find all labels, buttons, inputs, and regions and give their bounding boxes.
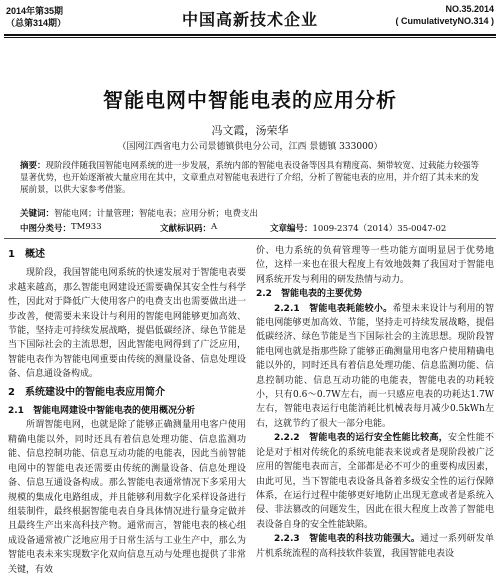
- journal-header: [0, 4, 500, 56]
- section-heading-overview: 1 概述: [8, 249, 45, 260]
- keywords: [20, 208, 480, 220]
- abstract-separator: [4, 238, 496, 239]
- advantage-2-label: 2.2.2 智能电表的运行安全性能比较高，: [274, 433, 448, 444]
- system-paragraph: 所谓智能电网，也就是除了能够正确测量用电客户使用精确电能以外，同时还具有着信息处理功能、信息监测功能、信息控制功能、信息互动功能的电能表，因此当前智能电网中的智能电表还需要由传统的测量设备、信息处理设备、信息互通设备构成。那么智能电表通常情况下多采用大规模的集成化电路组成，并且能够利用数字化采样设备进行组装制件，最终根据智能电表自身具体情况进行量身定做并且最终生产出来高科技产物。通常而言，智能电表的核心组成设备通常被广泛地应用于日常生活与工业生产中，那么为智能电表未来实现数字化双向信息互动与处理也提供了非常关键，有效: [8, 420, 246, 575]
- subsection-heading-2-2: 2.2 智能电表的主要优势: [256, 289, 362, 300]
- cumulative-number-en: ( CumulativetyNO.314 ): [395, 16, 494, 26]
- advantage-paragraph-3: [256, 532, 494, 561]
- doc-code-label: 文献标识码：: [160, 224, 212, 234]
- abstract-label: 摘要：: [20, 161, 46, 171]
- section-heading-system: 2 系统建设中的智能电表应用简介: [8, 386, 165, 398]
- clc-label: 中图分类号：: [20, 224, 72, 234]
- right-column: [256, 244, 494, 561]
- article-id-value: 1009-2374（2014）35-0047-02: [312, 224, 447, 234]
- journal-masthead: 中国高新技术企业: [181, 10, 318, 29]
- cumulative-issue-label: （总第314期）: [6, 18, 67, 28]
- left-column: [8, 244, 246, 577]
- advantage-paragraph-2: [256, 431, 494, 532]
- classification-line: [20, 222, 480, 234]
- keywords-text: 智能电网；计量管理；智能电表；应用分析；电费支出: [54, 209, 259, 219]
- advantage-1-text: 希望未来设计与利用的智能电网能够更加高效、节能，坚持走可持续发展战略，提倡低碳经济、绿色节能是当下国际社会的主流思想。现阶段智能电网也就是指那些除了能够正确测量用电客户使用精确电能以外的，同时还具有着信息处理功能、信息监测功能、信息控制功能、信息互动功能的电能表，智能电表的功耗较小，只有0.6～0.7W左右，而一只感应电表的功耗达1.7W左右，智能电表运行电能消耗比机械表每月减少0.5kWh左右，这就节约了很大一部分电能。: [256, 303, 494, 429]
- abstract-text: 现阶段伴随我国智能电网系统的进一步发展，系统内部的智能电表设备等因具有精度高、频带较宽、过载能力较强等显著优势，也开始逐渐被大量应用在其中，文章重点对智能电表进行了介绍，分析了智能电表的应用，并介绍了其未来的发展前景，以供大家参考借鉴。: [20, 161, 480, 195]
- advantage-paragraph-1: [256, 302, 494, 432]
- author-affiliation: （国网江西省电力公司景德镇供电分公司，江西 景德镇 333000）: [117, 142, 383, 152]
- advantage-3-label: 2.2.3 智能电表的科技功能强大。: [274, 534, 421, 545]
- article-authors: 冯文霞，汤荣华: [211, 124, 289, 137]
- article-title: 智能电网中智能电表的应用分析: [103, 88, 397, 112]
- advantage-3-text: 通过一系列研发单片机系统流程的高科技软件装置，我国智能电表设: [256, 534, 494, 559]
- clc-value: TM933: [71, 222, 102, 232]
- header-rule-thin: [4, 37, 496, 38]
- doc-code-value: A: [211, 222, 218, 232]
- overview-paragraph: 现阶段，我国智能电网系统的快速发展对于智能电表要求越来越高，那么智能电网建设还需要确保其安全性与科学性，因此对于降低广大使用客户的电费支出也需要做出进一步改善，便需要未来设计与利用的智能电网能够更加高效、节能，坚持走可持续发展战略，提倡低碳经济、绿色节能是当下国际社会的主流思想，因此智能电网得到了广泛应用，智能电表作为智能电网重要由传统的测量设备、信息处理设备、信息通设备构成。: [8, 268, 246, 380]
- keywords-label: 关键词：: [20, 209, 55, 219]
- issue-number-en: NO.35.2014: [445, 4, 494, 14]
- issue-label: 2014年第35期: [6, 6, 64, 16]
- header-rule-thick: [4, 34, 496, 36]
- continued-paragraph: 价、电力系统的负荷管理等一些功能方面明显居于优势地位，这样一来也在很大程度上有效地鼓舞了我国对于智能电网系统开发与利用的研发热情与动力。: [256, 246, 494, 285]
- abstract: [20, 160, 480, 196]
- subsection-heading-2-1: 2.1 智能电网建设中智能电表的使用概况分析: [8, 406, 195, 417]
- advantage-1-label: 2.2.1 智能电表耗能较小。: [274, 303, 393, 314]
- advantage-2-text: 安全性能不论是对于相对传统化的系统电能表来说或者是现阶段被广泛应用的智能电表而言，全部都是必不可少的重要构成因素，由此可见，当下智能电表设备具备着多级安全性的运行保障体系，在运行过程中能够更好地防止出现无意或者是系统入侵、非法篡改的问题发生，因此在很大程度上改善了智能电表设备自身的安全性能缺陷。: [256, 433, 494, 530]
- article-id-label: 文章编号：: [270, 224, 313, 234]
